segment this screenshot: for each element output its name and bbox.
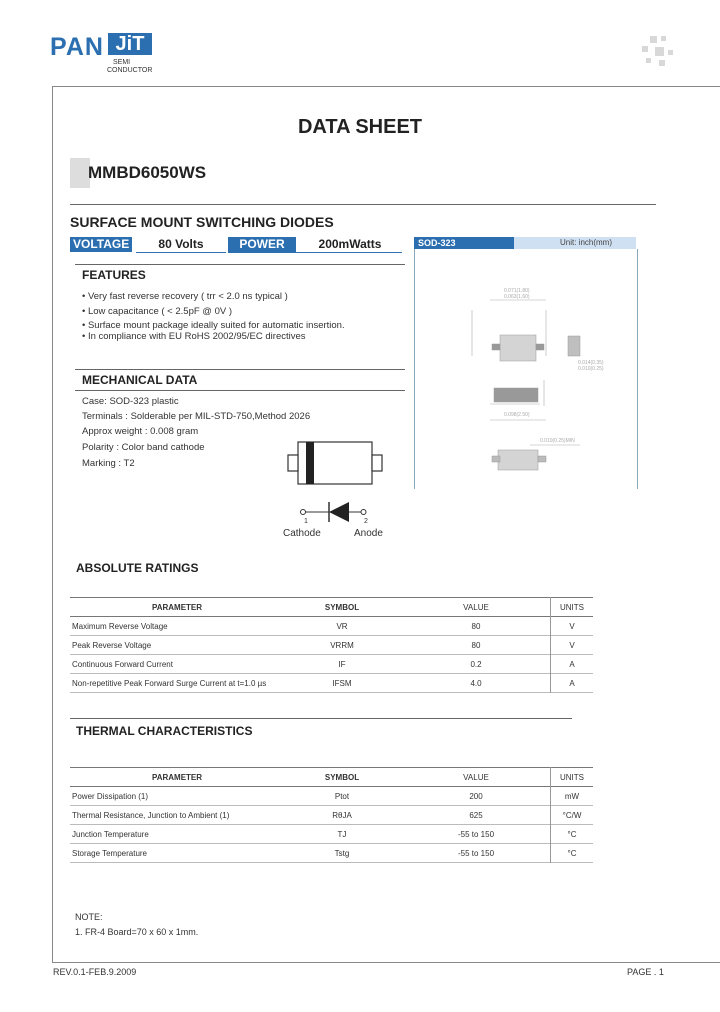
logo-pan-text: PAN: [50, 33, 104, 61]
cell-symbol: VR: [336, 621, 348, 631]
part-number-marker: [70, 158, 90, 188]
mechanical-item: Marking : T2: [82, 458, 135, 469]
feature-item: • Low capacitance ( < 2.5pF @ 0V ): [82, 306, 233, 317]
cell-value: 200: [469, 791, 483, 801]
thermal-divider: [70, 718, 572, 719]
cell-parameter: Non-repetitive Peak Forward Surge Current at t=1.0 µs: [72, 678, 267, 688]
cell-units: V: [551, 636, 594, 655]
table-row: [70, 655, 593, 674]
logo-sub-conductor: CONDUCTOR: [107, 67, 153, 74]
table-row: [70, 617, 593, 636]
cell-symbol: Ptot: [334, 791, 350, 801]
table-row: [70, 806, 593, 825]
table-row: [70, 636, 593, 655]
table-row: [70, 787, 593, 806]
note-heading: NOTE:: [75, 912, 103, 922]
cell-symbol: RθJA: [332, 810, 352, 820]
mechanical-divider-2: [75, 390, 405, 391]
logo-subtitle: [107, 59, 152, 75]
absolute-ratings-table: [70, 597, 593, 693]
cell-symbol: TJ: [337, 829, 347, 839]
col-value: VALUE: [463, 772, 489, 782]
cell-units: °C: [551, 844, 594, 863]
col-value: VALUE: [463, 602, 489, 612]
power-value: 200mWatts: [298, 237, 402, 253]
svg-text:0.063(1.60): 0.063(1.60): [504, 294, 530, 300]
absolute-ratings-heading: ABSOLUTE RATINGS: [76, 561, 199, 575]
cell-parameter: Thermal Resistance, Junction to Ambient (1): [72, 810, 230, 820]
cell-units: A: [551, 655, 594, 674]
cell-parameter: Peak Reverse Voltage: [72, 640, 152, 650]
voltage-value: 80 Volts: [136, 237, 226, 253]
mechanical-heading: MECHANICAL DATA: [82, 373, 198, 387]
table-header-row: [70, 768, 593, 787]
cell-units: A: [551, 674, 594, 693]
feature-item: • Very fast reverse recovery ( trr < 2.0 ns typical ): [82, 291, 288, 302]
cell-parameter: Continuous Forward Current: [72, 659, 173, 669]
col-parameter: PARAMETER: [151, 772, 203, 782]
col-symbol: SYMBOL: [324, 602, 360, 612]
mechanical-item: Terminals : Solderable per MIL-STD-750,Method 2026: [82, 411, 311, 422]
col-units: UNITS: [551, 598, 594, 617]
table-row: [70, 825, 593, 844]
feature-item: • Surface mount package ideally suited for automatic insertion.: [82, 320, 345, 331]
product-subtitle: SURFACE MOUNT SWITCHING DIODES: [70, 214, 334, 230]
features-divider: [75, 264, 405, 265]
cell-value: 4.0: [470, 678, 482, 688]
package-name: SOD-323: [414, 237, 514, 249]
cell-units: V: [551, 617, 594, 636]
anode-label: Anode: [354, 528, 383, 539]
pin1-label: 1: [304, 518, 308, 525]
pin2-label: 2: [364, 518, 368, 525]
cathode-label: Cathode: [283, 528, 321, 539]
mechanical-item: Case: SOD-323 plastic: [82, 396, 179, 407]
mechanical-item: Approx weight : 0.008 gram: [82, 426, 199, 437]
cell-parameter: Power Dissipation (1): [72, 791, 149, 801]
package-outline-drawing: [460, 280, 610, 480]
cell-units: °C/W: [551, 806, 594, 825]
cell-value: 625: [469, 810, 483, 820]
cell-value: -55 to 150: [457, 848, 495, 858]
col-symbol: SYMBOL: [324, 772, 360, 782]
tag-underline: [228, 252, 402, 253]
svg-text:0.098(2.50): 0.098(2.50): [504, 412, 530, 418]
cell-value: 80: [471, 640, 481, 650]
thermal-heading: THERMAL CHARACTERISTICS: [76, 724, 253, 738]
mechanical-item: Polarity : Color band cathode: [82, 442, 205, 453]
package-unit: Unit: inch(mm): [560, 238, 613, 247]
cell-symbol: VRRM: [330, 640, 354, 650]
frame-left-line: [52, 86, 53, 962]
power-tag: POWER: [228, 237, 296, 252]
page-title: DATA SHEET: [297, 116, 423, 138]
page-number: PAGE . 1: [627, 967, 664, 977]
mechanical-divider: [75, 369, 405, 370]
svg-text:0.071(1.80): 0.071(1.80): [504, 288, 530, 294]
cell-parameter: Maximum Reverse Voltage: [72, 621, 168, 631]
voltage-tag: VOLTAGE: [70, 237, 132, 252]
divider: [70, 204, 656, 205]
frame-top-line: [52, 86, 720, 87]
logo-jit-badge: JiT: [108, 33, 152, 55]
cell-parameter: Storage Temperature: [72, 848, 148, 858]
note-item: 1. FR-4 Board=70 x 60 x 1mm.: [75, 927, 199, 937]
col-units: UNITS: [551, 768, 594, 787]
cell-symbol: IFSM: [332, 678, 352, 688]
cell-symbol: Tstg: [334, 848, 350, 858]
feature-item: • In compliance with EU RoHS 2002/95/EC directives: [82, 331, 306, 342]
cell-units: °C: [551, 825, 594, 844]
svg-text:0.010(0.25)MIN: 0.010(0.25)MIN: [540, 438, 575, 444]
part-number: MMBD6050WS: [88, 163, 207, 182]
table-row: [70, 674, 593, 693]
thermal-table: [70, 767, 593, 863]
svg-text:0.014(0.35): 0.014(0.35): [578, 360, 604, 366]
frame-bottom-line: [52, 962, 720, 963]
cell-value: 0.2: [470, 659, 482, 669]
cell-parameter: Junction Temperature: [72, 829, 149, 839]
features-heading: FEATURES: [82, 268, 146, 282]
cell-units: mW: [551, 787, 594, 806]
cell-symbol: IF: [338, 659, 346, 669]
cell-value: 80: [471, 621, 481, 631]
table-row: [70, 844, 593, 863]
col-parameter: PARAMETER: [151, 602, 203, 612]
package-side-view: [286, 438, 386, 488]
table-header-row: [70, 598, 593, 617]
svg-text:0.010(0.25): 0.010(0.25): [578, 366, 604, 372]
logo-sub-semi: SEMI: [113, 59, 131, 66]
cell-value: -55 to 150: [457, 829, 495, 839]
revision-label: REV.0.1-FEB.9.2009: [53, 967, 137, 977]
